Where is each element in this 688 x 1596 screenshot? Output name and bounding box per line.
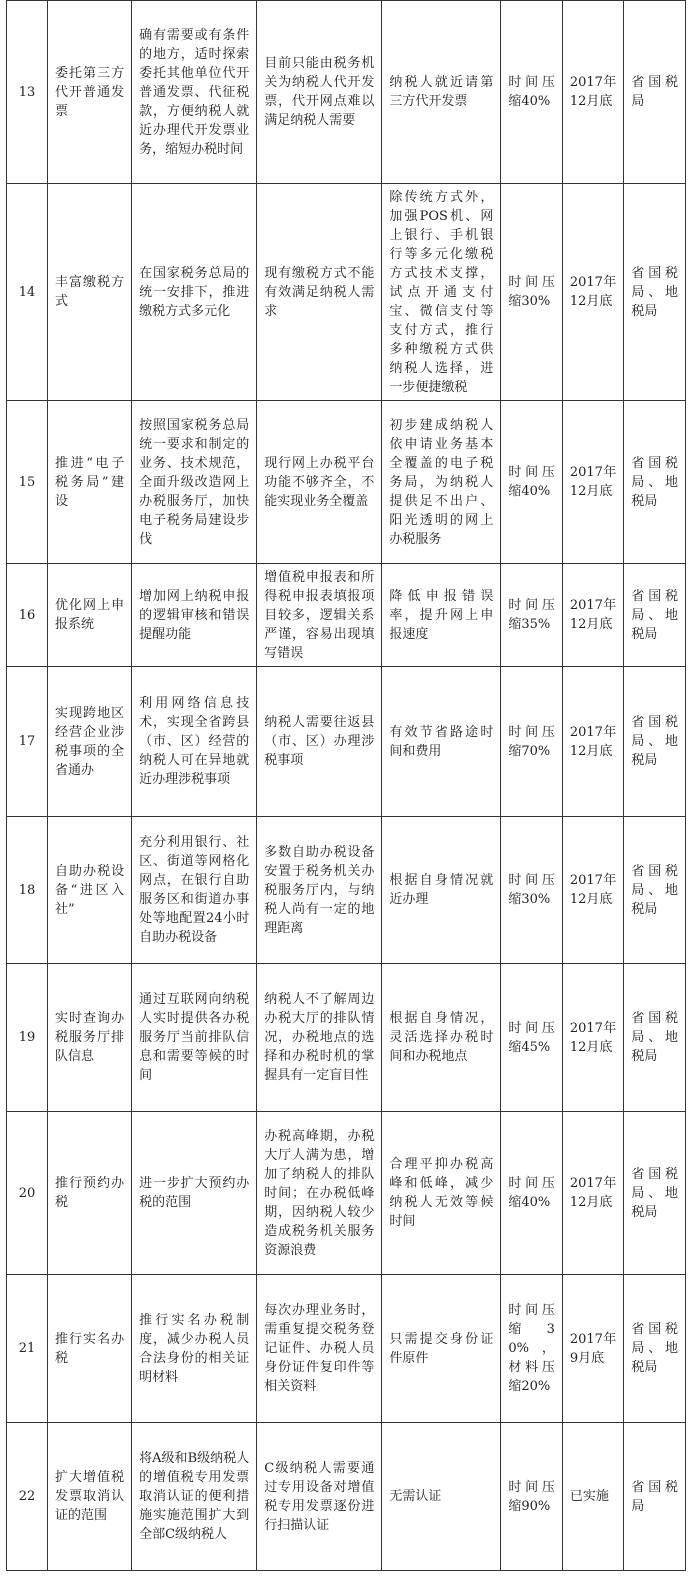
item-name: 丰富缴税方式 [48, 184, 132, 401]
department-cell: 省国税局、地税局 [624, 667, 686, 817]
table-row [7, 667, 686, 817]
item-name: 实时查询办税服务厅排队信息 [48, 964, 132, 1112]
row-number: 18 [7, 817, 48, 964]
effect-cell: 降低申报错误率，提升网上申报速度 [382, 564, 501, 667]
row-number: 16 [7, 564, 48, 667]
effect-cell: 无需认证 [382, 1423, 501, 1571]
department-cell: 省国税局、地税局 [624, 564, 686, 667]
deadline-cell: 2017年12月底 [562, 1, 624, 184]
measure-cell: 在国家税务总局的统一安排下，推进缴税方式多元化 [132, 184, 257, 401]
item-name: 委托第三方代开普通发票 [48, 1, 132, 184]
measure-cell: 充分利用银行、社区、街道等网格化网点，在银行自助服务区和街道办事处等地配置24小时自助办税设备 [132, 817, 257, 964]
row-number: 21 [7, 1275, 48, 1423]
measure-cell: 利用网络信息技术，实现全省跨县（市、区）经营的纳税人可在异地就近办理涉税事项 [132, 667, 257, 817]
target-cell: 时间压缩40% [501, 401, 563, 564]
target-cell: 时间压缩90% [501, 1423, 563, 1571]
row-number: 13 [7, 1, 48, 184]
department-cell: 省国税局、地税局 [624, 817, 686, 964]
deadline-cell: 2017年12月底 [562, 1112, 624, 1275]
measure-cell: 通过互联网向纳税人实时提供各办税服务厅当前排队信息和需要等候的时间 [132, 964, 257, 1112]
effect-cell: 初步建成纳税人依申请业务基本全覆盖的电子税务局，为纳税人提供足不出户、阳光透明的网上办税服务 [382, 401, 501, 564]
deadline-cell: 2017年12月底 [562, 817, 624, 964]
table-row [7, 401, 686, 564]
row-number: 17 [7, 667, 48, 817]
item-name: 推行实名办税 [48, 1275, 132, 1423]
deadline-cell: 2017年9月底 [562, 1275, 624, 1423]
table-row [7, 817, 686, 964]
problem-cell: 纳税人不了解周边办税大厅的排队情况，办税地点的选择和办税时机的掌握具有一定盲目性 [257, 964, 382, 1112]
problem-cell: 目前只能由税务机关为纳税人代开发票，代开网点难以满足纳税人需要 [257, 1, 382, 184]
effect-cell: 根据自身情况就近办理 [382, 817, 501, 964]
table-row [7, 1275, 686, 1423]
row-number: 20 [7, 1112, 48, 1275]
target-cell: 时间压缩30% [501, 184, 563, 401]
problem-cell: 每次办理业务时，需重复提交税务登记证件、办税人员身份证件复印件等相关资料 [257, 1275, 382, 1423]
item-name: 推进“电子税务局”建设 [48, 401, 132, 564]
deadline-cell: 2017年12月底 [562, 964, 624, 1112]
department-cell: 省国税局、地税局 [624, 1275, 686, 1423]
target-cell: 时间压缩30%，材料压缩20% [501, 1275, 563, 1423]
measure-cell: 确有需要或有条件的地方，适时探索委托其他单位代开普通发票、代征税款，方便纳税人就近办理代开发票业务，缩短办税时间 [132, 1, 257, 184]
measure-cell: 推行实名办税制度，减少办税人员合法身份的相关证明材料 [132, 1275, 257, 1423]
row-number: 15 [7, 401, 48, 564]
table-row [7, 1112, 686, 1275]
department-cell: 省国税局、地税局 [624, 401, 686, 564]
problem-cell: 纳税人需要往返县（市、区）办理涉税事项 [257, 667, 382, 817]
item-name: 扩大增值税发票取消认证的范围 [48, 1423, 132, 1571]
deadline-cell: 已实施 [562, 1423, 624, 1571]
measure-cell: 增加网上纳税申报的逻辑审核和错误提醒功能 [132, 564, 257, 667]
item-name: 优化网上申报系统 [48, 564, 132, 667]
item-name: 实现跨地区经营企业涉税事项的全省通办 [48, 667, 132, 817]
target-cell: 时间压缩30% [501, 817, 563, 964]
policy-table [6, 0, 686, 1571]
row-number: 19 [7, 964, 48, 1112]
deadline-cell: 2017年12月底 [562, 667, 624, 817]
target-cell: 时间压缩45% [501, 964, 563, 1112]
problem-cell: 现行网上办税平台功能不够齐全，不能实现业务全覆盖 [257, 401, 382, 564]
target-cell: 时间压缩40% [501, 1, 563, 184]
target-cell: 时间压缩35% [501, 564, 563, 667]
table-row [7, 1, 686, 184]
department-cell: 省国税局、地税局 [624, 1112, 686, 1275]
department-cell: 省国税局 [624, 1, 686, 184]
table-row [7, 564, 686, 667]
row-number: 14 [7, 184, 48, 401]
problem-cell: 增值税申报表和所得税申报表填报项目较多，逻辑关系严谨，容易出现填写错误 [257, 564, 382, 667]
item-name: 推行预约办税 [48, 1112, 132, 1275]
measure-cell: 将A级和B级纳税人的增值税专用发票取消认证的便利措施实施范围扩大到全部C级纳税人 [132, 1423, 257, 1571]
effect-cell: 合理平抑办税高峰和低峰，减少纳税人无效等候时间 [382, 1112, 501, 1275]
table-row [7, 1423, 686, 1571]
item-name: 自助办税设备“进区入社” [48, 817, 132, 964]
department-cell: 省国税局、地税局 [624, 964, 686, 1112]
row-number: 22 [7, 1423, 48, 1571]
effect-cell: 只需提交身份证件原件 [382, 1275, 501, 1423]
effect-cell: 纳税人就近请第三方代开发票 [382, 1, 501, 184]
effect-cell: 除传统方式外，加强POS机、网上银行、手机银行等多元化缴税方式技术支撑，试点开通支付宝、微信支付等支付方式，推行多种缴税方式供纳税人选择，进一步便捷缴税 [382, 184, 501, 401]
target-cell: 时间压缩70% [501, 667, 563, 817]
table-row [7, 184, 686, 401]
problem-cell: C级纳税人需要通过专用设备对增值税专用发票逐份进行扫描认证 [257, 1423, 382, 1571]
effect-cell: 根据自身情况，灵活选择办税时间和办税地点 [382, 964, 501, 1112]
problem-cell: 多数自助办税设备安置于税务机关办税服务厅内，与纳税人尚有一定的地理距离 [257, 817, 382, 964]
problem-cell: 现有缴税方式不能有效满足纳税人需求 [257, 184, 382, 401]
target-cell: 时间压缩40% [501, 1112, 563, 1275]
deadline-cell: 2017年12月底 [562, 184, 624, 401]
department-cell: 省国税局 [624, 1423, 686, 1571]
problem-cell: 办税高峰期，办税大厅人满为患，增加了纳税人的排队时间；在办税低峰期，因纳税人较少造成税务机关服务资源浪费 [257, 1112, 382, 1275]
department-cell: 省国税局、地税局 [624, 184, 686, 401]
table-row [7, 964, 686, 1112]
effect-cell: 有效节省路途时间和费用 [382, 667, 501, 817]
measure-cell: 按照国家税务总局统一要求和制定的业务、技术规范，全面升级改造网上办税服务厅，加快电子税务局建设步伐 [132, 401, 257, 564]
measure-cell: 进一步扩大预约办税的范围 [132, 1112, 257, 1275]
deadline-cell: 2017年12月底 [562, 401, 624, 564]
deadline-cell: 2017年12月底 [562, 564, 624, 667]
